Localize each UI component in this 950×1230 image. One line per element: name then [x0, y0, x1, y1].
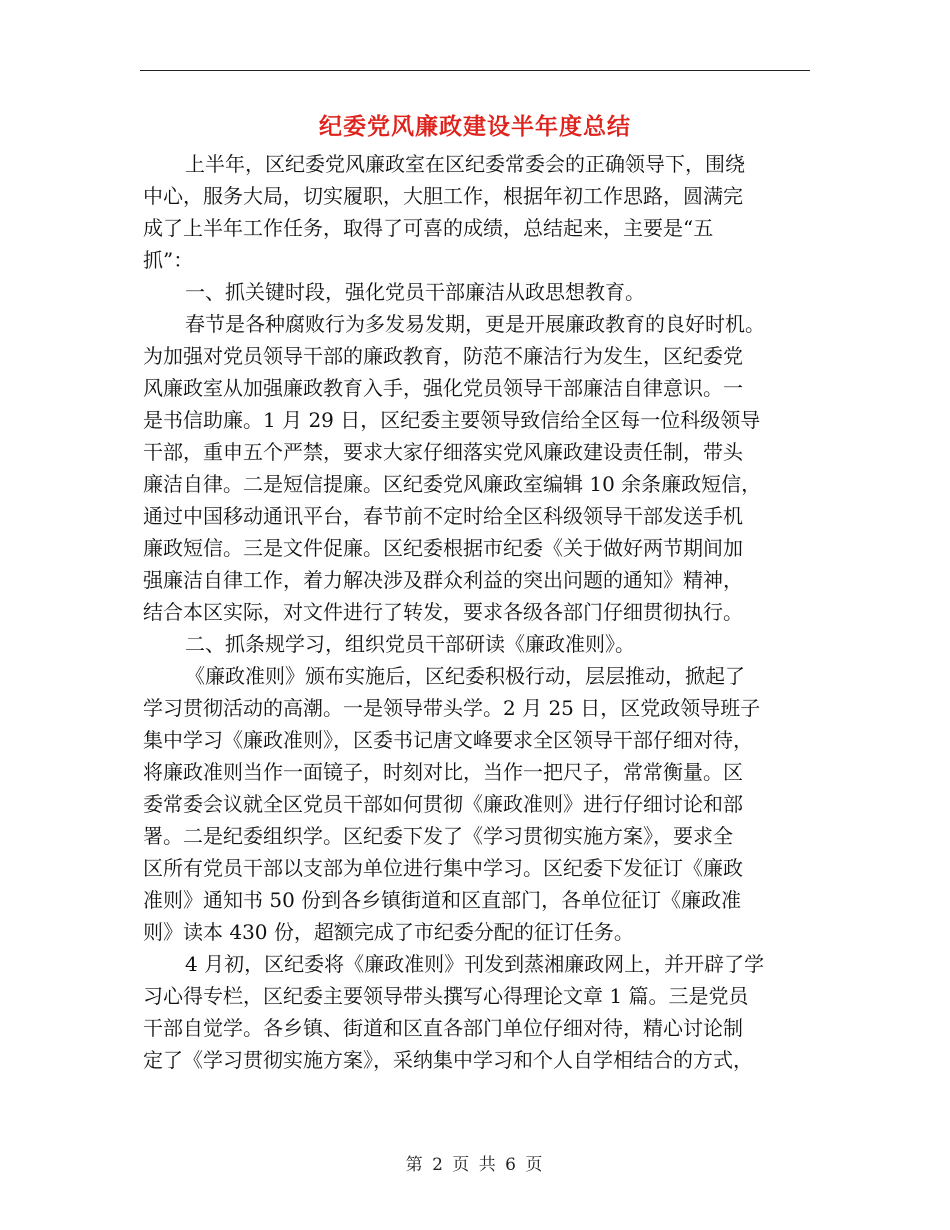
paragraph-line: 将廉政准则当作一面镜子，时刻对比，当作一把尺子，常常衡量。区	[143, 760, 743, 784]
document-title: 纪委党风廉政建设半年度总结	[319, 113, 631, 140]
section-heading: 一、抓关键时段，强化党员干部廉洁从政思想教育。	[185, 280, 645, 304]
paragraph-line: 准则》通知书 50 份到各乡镇街道和区直部门，各单位征订《廉政准	[143, 888, 742, 912]
paragraph-line: 署。二是纪委组织学。区纪委下发了《学习贯彻实施方案》，要求全	[143, 824, 733, 848]
paragraph-line: 习心得专栏，区纪委主要领导带头撰写心得理论文章 1 篇。三是党员	[143, 984, 749, 1008]
paragraph-line: 结合本区实际，对文件进行了转发，要求各级各部门仔细贯彻执行。	[143, 600, 743, 624]
paragraph-line: 则》读本 430 份，超额完成了市纪委分配的征订任务。	[143, 920, 634, 944]
paragraph-line: 春节是各种腐败行为多发易发期，更是开展廉政教育的良好时机。	[185, 312, 765, 336]
paragraph-line: 《廉政准则》颁布实施后，区纪委积极行动，层层推动，掀起了	[185, 664, 745, 688]
paragraph-line: 是书信助廉。1 月 29 日，区纪委主要领导致信给全区每一位科级领导	[143, 408, 761, 432]
paragraph-line: 定了《学习贯彻实施方案》，采纳集中学习和个人自学相结合的方式，	[143, 1048, 753, 1072]
paragraph-line: 为加强对党员领导干部的廉政教育，防范不廉洁行为发生，区纪委党	[143, 344, 743, 368]
paragraph-line: 4 月初，区纪委将《廉政准则》刊发到蒸湘廉政网上，并开辟了学	[185, 952, 765, 976]
header-rule	[140, 70, 810, 71]
paragraph-line: 廉政短信。三是文件促廉。区纪委根据市纪委《关于做好两节期间加	[143, 536, 743, 560]
paragraph-line: 通过中国移动通讯平台，春节前不定时给全区科级领导干部发送手机	[143, 504, 743, 528]
paragraph-line: 集中学习《廉政准则》，区委书记唐文峰要求全区领导干部仔细对待，	[143, 728, 753, 752]
paragraph-line: 上半年，区纪委党风廉政室在区纪委常委会的正确领导下，围绕	[185, 152, 745, 176]
paragraph-line: 廉洁自律。二是短信提廉。区纪委党风廉政室编辑 10 余条廉政短信，	[143, 472, 762, 496]
document-body	[143, 148, 803, 1076]
paragraph-line: 成了上半年工作任务，取得了可喜的成绩，总结起来，主要是“五	[143, 216, 714, 240]
paragraph-line: 强廉洁自律工作，着力解决涉及群众利益的突出问题的通知》精神，	[143, 568, 743, 592]
paragraph-line: 干部自觉学。各乡镇、街道和区直各部门单位仔细对待，精心讨论制	[143, 1016, 743, 1040]
paragraph-line: 抓”：	[143, 248, 194, 272]
paragraph-line: 干部，重申五个严禁，要求大家仔细落实党风廉政建设责任制，带头	[143, 440, 743, 464]
paragraph-line: 区所有党员干部以支部为单位进行集中学习。区纪委下发征订《廉政	[143, 856, 743, 880]
paragraph-line: 风廉政室从加强廉政教育入手，强化党员领导干部廉洁自律意识。一	[143, 376, 743, 400]
paragraph-line: 委常委会议就全区党员干部如何贯彻《廉政准则》进行仔细讨论和部	[143, 792, 743, 816]
paragraph-line: 中心，服务大局，切实履职，大胆工作，根据年初工作思路，圆满完	[143, 184, 743, 208]
paragraph-line: 学习贯彻活动的高潮。一是领导带头学。2 月 25 日，区党政领导班子	[143, 696, 761, 720]
page-footer: 第 2 页 共 6 页	[405, 1155, 545, 1175]
section-heading: 二、抓条规学习，组织党员干部研读《廉政准则》。	[185, 632, 635, 656]
